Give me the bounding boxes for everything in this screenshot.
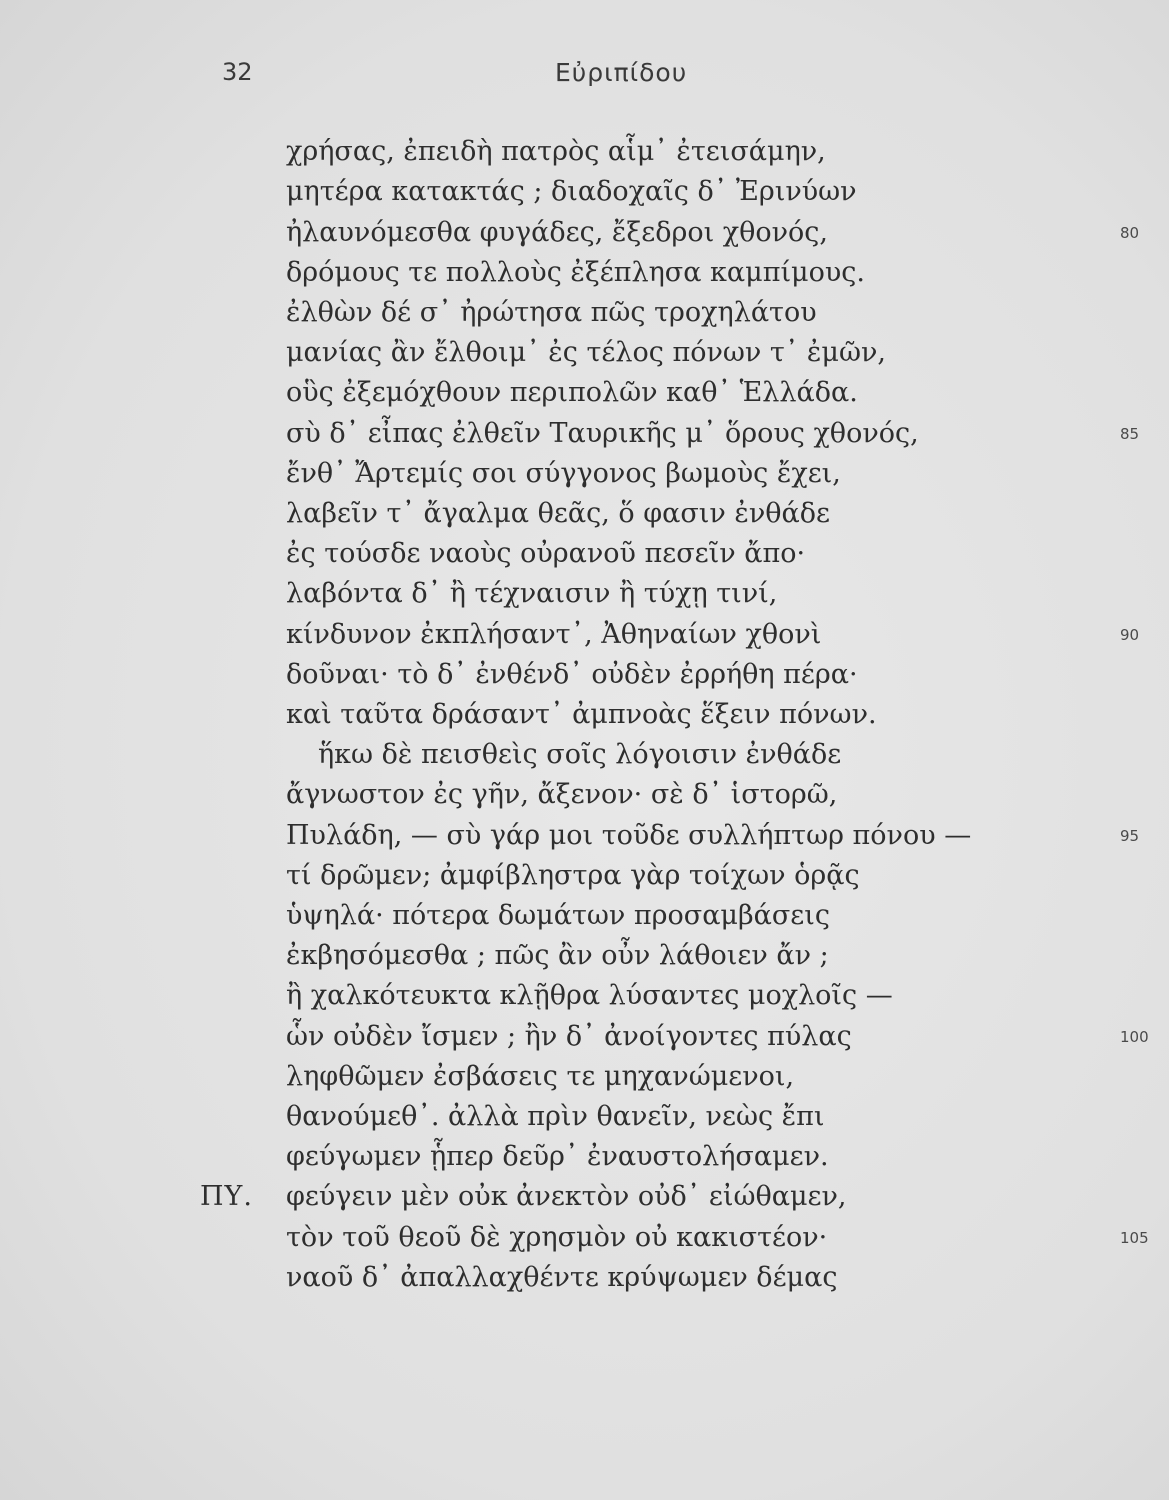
verse-line: τί δρῶμεν; ἀμφίβληστρα γὰρ τοίχων ὁρᾷς — [286, 860, 860, 891]
verse-line: κίνδυνον ἐκπλήσαντ᾽, Ἀθηναίων χθονὶ — [286, 619, 822, 650]
verse-line: δρόμους τε πολλοὺς ἐξέπλησα καμπίμους. — [286, 257, 865, 288]
line-number: 80 — [1120, 224, 1140, 242]
verse-line: ἥκω δὲ πεισθεὶς σοῖς λόγοισιν ἐνθάδε — [318, 739, 842, 770]
verse-line: ὑψηλά· πότερα δωμάτων προσαμβάσεις — [286, 900, 830, 931]
verse-line: χρήσας, ἐπειδὴ πατρὸς αἷμ᾽ ἐτεισάμην, — [286, 136, 826, 167]
verse-line: οὓς ἐξεμόχθουν περιπολῶν καθ᾽ Ἑλλάδα. — [286, 377, 858, 408]
line-number: 85 — [1120, 425, 1140, 443]
verse-line: φεύγειν μὲν οὐκ ἀνεκτὸν οὐδ᾽ εἰώθαμεν, — [286, 1181, 847, 1212]
running-head: Εὐριπίδου — [555, 58, 688, 87]
line-number: 105 — [1120, 1229, 1149, 1247]
verse-line: ἐλθὼν δέ σ᾽ ἠρώτησα πῶς τροχηλάτου — [286, 297, 817, 328]
verse-line: θανούμεθ᾽. ἀλλὰ πρὶν θανεῖν, νεὼς ἔπι — [286, 1101, 825, 1132]
verse-line: μανίας ἂν ἔλθοιμ᾽ ἐς τέλος πόνων τ᾽ ἐμῶν, — [286, 337, 886, 368]
verse-line: ληφθῶμεν ἐσβάσεις τε μηχανώμενοι, — [286, 1061, 795, 1092]
verse-line: ἔνθ᾽ Ἄρτεμίς σοι σύγγονος βωμοὺς ἔχει, — [286, 458, 841, 489]
verse-line: λαβόντα δ᾽ ἢ τέχναισιν ἢ τύχῃ τινί, — [286, 578, 778, 609]
speaker-label: ΠΥ. — [200, 1181, 253, 1212]
line-number: 90 — [1120, 626, 1140, 644]
page-number: 32 — [222, 58, 253, 86]
verse-line: ἐκβησόμεσθα ; πῶς ἂν οὖν λάθοιεν ἄν ; — [286, 940, 829, 971]
verse-line: λαβεῖν τ᾽ ἄγαλμα θεᾶς, ὅ φασιν ἐνθάδε — [286, 498, 831, 529]
verse-line: τὸν τοῦ θεοῦ δὲ χρησμὸν οὐ κακιστέον· — [286, 1222, 828, 1253]
verse-line: Πυλάδη, — σὺ γάρ μοι τοῦδε συλλήπτωρ πόνου — — [286, 820, 972, 851]
verse-line: ὧν οὐδὲν ἴσμεν ; ἢν δ᾽ ἀνοίγοντες πύλας — [286, 1021, 852, 1052]
verse-line: μητέρα κατακτάς ; διαδοχαῖς δ᾽ Ἐρινύων — [286, 176, 857, 207]
line-number: 95 — [1120, 827, 1140, 845]
verse-line: ἢ χαλκότευκτα κλῇθρα λύσαντες μοχλοῖς — — [286, 980, 893, 1011]
verse-line: ἠλαυνόμεσθα φυγάδες, ἔξεδροι χθονός, — [286, 217, 829, 248]
verse-line: καὶ ταῦτα δράσαντ᾽ ἀμπνοὰς ἕξειν πόνων. — [286, 699, 877, 730]
verse-line: δοῦναι· τὸ δ᾽ ἐνθένδ᾽ οὐδὲν ἐρρήθη πέρα· — [286, 659, 858, 690]
verse-line: ἐς τούσδε ναοὺς οὐρανοῦ πεσεῖν ἄπο· — [286, 538, 806, 569]
verse-line: σὺ δ᾽ εἶπας ἐλθεῖν Ταυρικῆς μ᾽ ὅρους χθονός, — [286, 418, 919, 449]
line-number: 100 — [1120, 1028, 1149, 1046]
verse-line: φεύγωμεν ᾗπερ δεῦρ᾽ ἐναυστολήσαμεν. — [286, 1141, 829, 1172]
verse-line: ἄγνωστον ἐς γῆν, ἄξενον· σὲ δ᾽ ἱστορῶ, — [286, 779, 838, 810]
verse-line: ναοῦ δ᾽ ἀπαλλαχθέντε κρύψωμεν δέμας — [286, 1262, 838, 1293]
